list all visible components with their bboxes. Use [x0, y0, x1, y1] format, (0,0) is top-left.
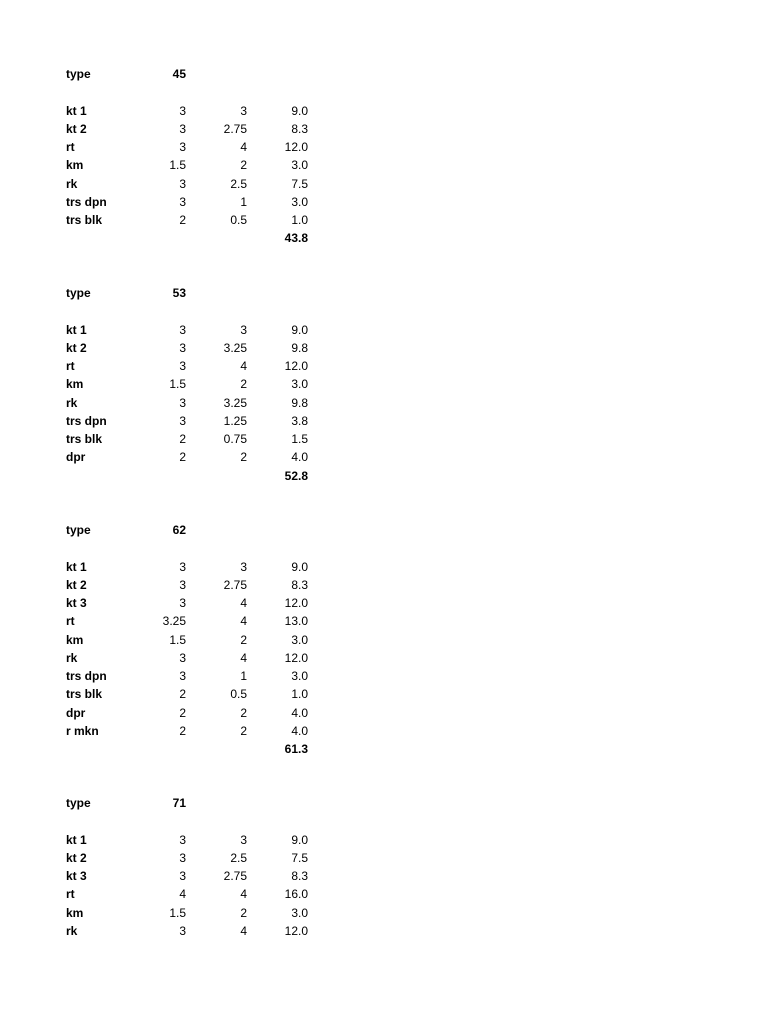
factor-cell: 2 — [240, 377, 247, 392]
quantity-cell: 2 — [179, 213, 186, 227]
item-name-cell: kt 1 — [66, 559, 87, 574]
item-name-cell: kt 2 — [66, 850, 87, 865]
product-cell: 4.0 — [291, 450, 308, 465]
table-row — [0, 339, 768, 357]
section-type-number: 71 — [172, 796, 186, 810]
table-row — [0, 448, 768, 466]
quantity-cell: 2 — [179, 450, 186, 465]
section-header — [0, 521, 768, 539]
product-cell: 9.8 — [291, 340, 308, 355]
table-row — [0, 120, 768, 138]
quantity-cell: 3 — [179, 832, 186, 847]
quantity-cell: 1.5 — [169, 632, 186, 647]
section-total: 43.8 — [284, 231, 308, 246]
quantity-cell: 3 — [179, 559, 186, 574]
quantity-cell: 3 — [179, 194, 186, 209]
table-row — [0, 849, 768, 867]
table-row — [0, 631, 768, 649]
product-cell: 7.5 — [291, 176, 308, 191]
product-cell: 9.0 — [291, 322, 308, 337]
product-cell: 13.0 — [284, 614, 308, 629]
product-cell: 8.3 — [291, 577, 308, 592]
table-row — [0, 867, 768, 885]
quantity-cell: 3 — [179, 340, 186, 355]
table-row — [0, 321, 768, 339]
item-name-cell: kt 2 — [66, 340, 87, 355]
quantity-cell: 2 — [179, 705, 186, 720]
product-cell: 9.0 — [291, 559, 308, 574]
product-cell: 3.0 — [291, 158, 308, 173]
factor-cell: 3 — [240, 322, 247, 337]
factor-cell: 0.5 — [230, 687, 247, 702]
section-total-row — [0, 740, 768, 758]
table-row — [0, 576, 768, 594]
product-cell: 9.0 — [291, 103, 308, 118]
table-row — [0, 704, 768, 722]
factor-cell: 1 — [240, 194, 247, 209]
item-name-cell: trs dpn — [66, 413, 107, 428]
item-name-cell: dpr — [66, 705, 86, 720]
factor-cell: 4 — [240, 140, 247, 154]
table-row — [0, 612, 768, 630]
item-name-cell: km — [66, 905, 84, 920]
section-type-number: 45 — [172, 67, 186, 81]
factor-cell: 0.5 — [230, 213, 247, 227]
item-name-cell: kt 3 — [66, 596, 87, 610]
item-name-cell: kt 2 — [66, 577, 87, 592]
table-row — [0, 667, 768, 685]
table-row — [0, 211, 768, 229]
quantity-cell: 1.5 — [169, 377, 186, 392]
table-row — [0, 722, 768, 740]
product-cell: 9.0 — [291, 832, 308, 847]
table-row — [0, 558, 768, 576]
quantity-cell: 3 — [179, 869, 186, 883]
factor-cell: 2 — [240, 450, 247, 465]
quantity-cell: 3 — [179, 121, 186, 136]
item-name-cell: trs blk — [66, 213, 103, 227]
quantity-cell: 3 — [179, 359, 186, 373]
factor-cell: 4 — [240, 359, 247, 373]
factor-cell: 3.25 — [223, 395, 247, 410]
product-cell: 8.3 — [291, 869, 308, 883]
factor-cell: 2 — [240, 723, 247, 738]
item-name-cell: rt — [66, 359, 75, 373]
section-type-label: type — [66, 523, 91, 537]
table-row — [0, 357, 768, 375]
section-header — [0, 284, 768, 302]
item-name-cell: trs dpn — [66, 669, 107, 683]
factor-cell: 2.75 — [223, 121, 247, 136]
table-row — [0, 685, 768, 703]
product-cell: 12.0 — [284, 650, 308, 665]
item-name-cell: r mkn — [66, 723, 99, 738]
product-cell: 3.0 — [291, 905, 308, 920]
item-name-cell: trs dpn — [66, 194, 107, 209]
product-cell: 3.0 — [291, 194, 308, 209]
product-cell: 1.0 — [291, 687, 308, 702]
table-row — [0, 102, 768, 120]
factor-cell: 1 — [240, 669, 247, 683]
item-name-cell: km — [66, 632, 84, 647]
product-cell: 8.3 — [291, 121, 308, 136]
product-cell: 12.0 — [284, 359, 308, 373]
product-cell: 4.0 — [291, 705, 308, 720]
section-type-label: type — [66, 286, 91, 300]
item-name-cell: rk — [66, 176, 78, 191]
section-total-row — [0, 467, 768, 485]
factor-cell: 2 — [240, 705, 247, 720]
item-name-cell: km — [66, 377, 84, 392]
product-cell: 12.0 — [284, 596, 308, 610]
quantity-cell: 3 — [179, 103, 186, 118]
factor-cell: 4 — [240, 923, 247, 938]
quantity-cell: 3 — [179, 413, 186, 428]
item-name-cell: trs blk — [66, 432, 103, 446]
item-name-cell: kt 2 — [66, 121, 87, 136]
factor-cell: 4 — [240, 887, 247, 902]
section-header — [0, 794, 768, 812]
table-row — [0, 885, 768, 903]
quantity-cell: 2 — [179, 687, 186, 702]
table-row — [0, 831, 768, 849]
section-total: 52.8 — [284, 468, 308, 483]
quantity-cell: 3 — [179, 140, 186, 154]
quantity-cell: 3 — [179, 395, 186, 410]
quantity-cell: 3 — [179, 577, 186, 592]
product-cell: 3.0 — [291, 669, 308, 683]
product-cell: 1.5 — [291, 432, 308, 446]
factor-cell: 2.5 — [230, 176, 247, 191]
product-cell: 4.0 — [291, 723, 308, 738]
section-type-label: type — [66, 67, 91, 81]
item-name-cell: rk — [66, 650, 78, 665]
factor-cell: 1.25 — [223, 413, 247, 428]
table-row — [0, 922, 768, 940]
item-name-cell: kt 1 — [66, 832, 87, 847]
item-name-cell: kt 1 — [66, 103, 87, 118]
quantity-cell: 2 — [179, 432, 186, 446]
quantity-cell: 4 — [179, 887, 186, 902]
table-row — [0, 412, 768, 430]
product-cell: 16.0 — [284, 887, 308, 902]
factor-cell: 2 — [240, 632, 247, 647]
item-name-cell: rk — [66, 923, 78, 938]
item-name-cell: km — [66, 158, 84, 173]
item-name-cell: rt — [66, 887, 75, 902]
product-cell: 3.0 — [291, 632, 308, 647]
factor-cell: 2.75 — [223, 577, 247, 592]
factor-cell: 3 — [240, 103, 247, 118]
table-row — [0, 904, 768, 922]
item-name-cell: rk — [66, 395, 78, 410]
quantity-cell: 3 — [179, 650, 186, 665]
quantity-cell: 1.5 — [169, 158, 186, 173]
product-cell: 9.8 — [291, 395, 308, 410]
table-row — [0, 375, 768, 393]
quantity-cell: 3 — [179, 596, 186, 610]
factor-cell: 4 — [240, 596, 247, 610]
item-name-cell: rt — [66, 140, 75, 154]
section-total: 61.3 — [284, 742, 308, 756]
factor-cell: 2 — [240, 905, 247, 920]
quantity-cell: 3 — [179, 923, 186, 938]
quantity-cell: 2 — [179, 723, 186, 738]
quantity-cell: 3.25 — [162, 614, 186, 629]
factor-cell: 2.5 — [230, 850, 247, 865]
factor-cell: 2 — [240, 158, 247, 173]
item-name-cell: dpr — [66, 450, 86, 465]
section-type-number: 62 — [172, 523, 186, 537]
item-name-cell: rt — [66, 614, 75, 629]
product-cell: 12.0 — [284, 140, 308, 154]
quantity-cell: 1.5 — [169, 905, 186, 920]
section-type-label: type — [66, 796, 91, 810]
product-cell: 1.0 — [291, 213, 308, 227]
table-row — [0, 430, 768, 448]
product-cell: 7.5 — [291, 850, 308, 865]
factor-cell: 2.75 — [223, 869, 247, 883]
factor-cell: 4 — [240, 650, 247, 665]
table-row — [0, 193, 768, 211]
quantity-cell: 3 — [179, 850, 186, 865]
section-header — [0, 65, 768, 83]
product-cell: 3.8 — [291, 413, 308, 428]
quantity-cell: 3 — [179, 322, 186, 337]
table-row — [0, 156, 768, 174]
table-row — [0, 594, 768, 612]
quantity-cell: 3 — [179, 669, 186, 683]
table-row — [0, 175, 768, 193]
product-cell: 3.0 — [291, 377, 308, 392]
factor-cell: 3 — [240, 559, 247, 574]
quantity-cell: 3 — [179, 176, 186, 191]
table-row — [0, 394, 768, 412]
factor-cell: 3 — [240, 832, 247, 847]
section-total-row — [0, 229, 768, 247]
factor-cell: 3.25 — [223, 340, 247, 355]
factor-cell: 4 — [240, 614, 247, 629]
item-name-cell: kt 1 — [66, 322, 87, 337]
factor-cell: 0.75 — [223, 432, 247, 446]
section-type-number: 53 — [172, 286, 186, 300]
item-name-cell: trs blk — [66, 687, 103, 702]
table-row — [0, 138, 768, 156]
product-cell: 12.0 — [284, 923, 308, 938]
table-row — [0, 649, 768, 667]
item-name-cell: kt 3 — [66, 869, 87, 883]
